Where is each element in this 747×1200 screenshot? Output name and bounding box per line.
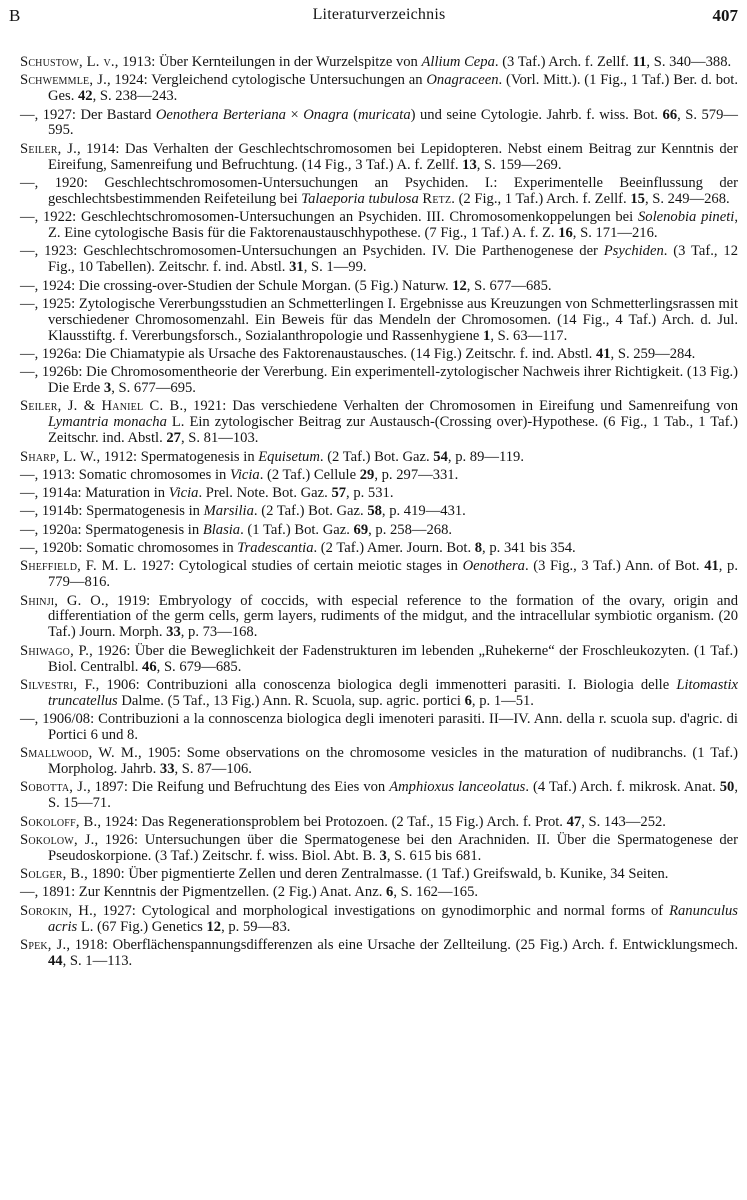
entry-text: , S. 15—71. — [48, 779, 738, 812]
entry-text: . (3 Taf., 12 Fig., 10 Tabellen). Zeitschr. f. ind. Abstl. — [48, 243, 738, 276]
entry-text: ) und seine Cytologie. Jahrb. f. wiss. Bot. — [410, 106, 663, 123]
entry-text: , 1897: Die Reifung und Befruchtung des Eies von — [87, 779, 390, 796]
entry-text: , p. 258—268. — [368, 521, 453, 538]
entry-text: —, 1925: Zytologische Vererbungsstudien an Schmetterlingen I. Ergebnisse aus Kreuzungen von Schmetterlingsrassen mit verschiedener Chromosomenzahl. Ein Beweis für das Mendeln der Chromosomen. (14 Fig., 4 Taf.) Arch. d. Jul. Klausstiftg. f. Vererbungsforsch., Sozialanthropologie und Rassenhygiene — [20, 295, 738, 344]
bibliography-entry — [20, 399, 738, 447]
entry-text: —, 1926a: Die Chiamatypie als Ursache des Faktorenaustausches. (14 Fig.) Zeitschr. f. ind. Abstl. — [20, 345, 596, 362]
entry-volume: 1 — [483, 327, 491, 344]
entry-text: , 1924: Vergleichend cytologische Untersuchungen an — [106, 72, 427, 89]
entry-text: , p. 297—331. — [374, 466, 459, 483]
entry-text: , 1905: Some observations on the chromosome vesicles in the maturation of nudibranchs. (1 Taf.) Morpholog. Jahrb. — [48, 745, 738, 778]
entry-author: Sokoloff, B. — [20, 813, 98, 830]
bibliography-entry — [20, 746, 738, 778]
entry-author: Retz — [422, 190, 452, 207]
entry-text: . (4 Taf.) Arch. f. mikrosk. Anat. — [525, 779, 720, 796]
entry-text: , S. 159—269. — [476, 156, 562, 173]
entry-text: 1927: Cytological studies of certain meiotic stages in — [136, 558, 463, 575]
entry-author: Sobotta, J. — [20, 779, 88, 796]
entry-text: . (1 Taf.) Bot. Gaz. — [240, 521, 354, 538]
entry-volume: 46 — [142, 658, 157, 675]
entry-text: , S. 615 bis 681. — [386, 847, 482, 864]
entry-text: L. Ein zytologischer Beitrag zur Austausch-(Crossing over)-Hypothese. (6 Fig., 1 Tab., 1 Taf.) Zeitschr. ind. Abstl. — [48, 414, 738, 447]
entry-text: . Prel. Note. Bot. Gaz. — [198, 485, 332, 502]
entry-volume: 57 — [331, 485, 347, 502]
entry-volume: 69 — [353, 521, 369, 538]
entry-text: L. (67 Fig.) Genetics — [77, 918, 207, 935]
entry-author: Sorokin, H. — [20, 902, 93, 919]
entry-author: Shiwago, P. — [20, 642, 90, 659]
entry-volume: 54 — [433, 448, 448, 465]
entry-text: , Z. Eine cytologische Basis für die Faktorenaustauschhypothese. (7 Fig., 1 Taf.) A. f. Z. — [48, 209, 738, 242]
entry-italic-text: Onagra — [303, 106, 349, 123]
entry-text: —, 1922: Geschlechtschromosomen-Untersuchungen an Psychiden. III. Chromosomenkoppelungen bei — [20, 209, 638, 226]
entry-text: , S. 238—243. — [92, 88, 178, 105]
entry-text: —, 1914b: Spermatogenesis in — [20, 503, 204, 520]
bibliography-entry — [20, 780, 738, 812]
entry-text: × — [285, 106, 304, 123]
entry-text: , S. 259—284. — [610, 345, 696, 362]
entry-text: , 1890: Über pigmentierte Zellen und deren Zentralmasse. (1 Taf.) Greifswald, b. Kunike, 34 Seiten. — [84, 866, 669, 883]
entry-text: , p. 59—83. — [221, 918, 291, 935]
entry-text: —, 1926b: Die Chromosomentheorie der Vererbung. Ein experimentell-zytologischer Nachweis ihrer Richtigkeit. (13 Fig.) Die Erde — [20, 364, 738, 397]
entry-volume: 29 — [359, 466, 375, 483]
entry-italic-text: Onagraceen — [426, 72, 499, 89]
entry-text: —, 1914a: Maturation in — [20, 485, 169, 502]
entry-text: , 1924: Das Regenerationsproblem bei Protozoen. (2 Taf., 15 Fig.) Arch. f. Prot. — [97, 813, 567, 830]
entry-text: ( — [348, 106, 358, 123]
bibliography-entry — [20, 108, 738, 140]
entry-text: . (2 Taf.) Bot. Gaz. — [253, 503, 368, 520]
entry-text: , S. 87—106. — [174, 761, 252, 778]
entry-text: —, 1906/08: Contribuzioni a la connoscenza biologica degli imenoteri parasiti. II—IV. Ann. della r. scuola sup. d'agric. di Portici 6 und 8. — [20, 711, 738, 743]
entry-volume: 16 — [558, 225, 573, 242]
entry-italic-text: Vicia — [229, 466, 260, 483]
bibliography-entry — [20, 712, 738, 744]
entry-text: —, 1920: Geschlechtschromosomen-Untersuchungen an Psychiden. I.: Experimentelle Beeinflussung der geschlechtsbestimmenden Reifeteilung bei — [20, 174, 738, 207]
entry-volume: 31 — [289, 259, 304, 276]
bibliography-entry — [20, 468, 738, 484]
entry-text: . (3 Taf.) Arch. f. Zellf. — [494, 54, 633, 70]
entry-text: , p. 341 bis 354. — [482, 540, 576, 557]
bibliography-entry — [20, 594, 738, 642]
entry-text: , 1918: Oberflächenspannungsdifferenzen als eine Ursache der Zellteilung. (25 Fig.) Arch. f. Entwicklungsmech. — [66, 936, 739, 953]
entry-author: Seiler, J. & Haniel C. B. — [20, 398, 184, 415]
entry-text: —, 1913: Somatic chromosomes in — [20, 466, 230, 483]
entry-volume: 27 — [166, 430, 181, 447]
entry-text: , 1919: Embryology of coccids, with especial reference to the formation of the ovary, origin and differentiation of the germ cells, germ layers, rudiments of the midgut, and the intracellular symbiotic organism. (20 Taf.) Journ. Morph. — [48, 592, 738, 641]
bibliography-entry — [20, 904, 738, 936]
entry-italic-text: Talaeporia tubulosa — [301, 190, 419, 207]
entry-text: , p. 89—119. — [447, 448, 524, 465]
entry-text: , S. 143—252. — [581, 813, 666, 830]
header-letter: B — [9, 6, 21, 25]
entry-text: , S. 677—695. — [111, 380, 196, 397]
entry-text: —, 1927: Der Bastard — [20, 106, 156, 123]
bibliography-entry — [20, 815, 738, 831]
entry-italic-text: Ranunculus acris — [48, 902, 738, 935]
entry-italic-text: Psychiden — [603, 243, 664, 260]
entry-text: , S. 81—103. — [180, 430, 259, 447]
entry-text: , 1926: Über die Beweglichkeit der Fadenstrukturen im lebenden „Ruhekerne“ der Froschleukozyten. (1 Taf.) Biol. Centralbl. — [48, 642, 738, 675]
page-header — [9, 6, 738, 28]
entry-author: Sharp, L. W. — [20, 448, 97, 465]
bibliography-entry — [20, 678, 738, 710]
entry-volume: 41 — [704, 558, 719, 575]
entry-italic-text: Equisetum — [258, 448, 320, 465]
entry-italic-text: Amphioxus lanceolatus — [389, 779, 526, 796]
bibliography-entry — [20, 297, 738, 345]
entry-italic-text: muricata — [357, 106, 411, 123]
entry-author: Shinji, G. O. — [20, 592, 105, 609]
bibliography-entry — [20, 541, 738, 557]
entry-volume: 12 — [452, 277, 467, 294]
entry-author: Sheffield, F. M. L. — [20, 558, 137, 575]
entry-volume: 12 — [206, 918, 222, 935]
entry-text: , p. 531. — [346, 485, 394, 502]
entry-text: , S. 63—117. — [490, 327, 568, 344]
entry-text: . (2 Taf.) Cellule — [259, 466, 360, 483]
entry-italic-text: Blasia — [202, 521, 241, 538]
entry-text: , S. 249—268. — [644, 190, 730, 207]
bibliography-entry — [20, 644, 738, 676]
bibliography-entry — [20, 55, 738, 71]
bibliography-entry — [20, 523, 738, 539]
entry-italic-text: Oenothera — [462, 558, 525, 575]
entry-text: , p. 779—816. — [48, 558, 738, 591]
bibliography-entry — [20, 833, 738, 865]
entry-text: , p. 419—431. — [381, 503, 466, 520]
entry-volume: 44 — [48, 952, 63, 969]
entry-text: , 1906: Contribuzioni alla conoscenza biologica degli immenotteri parasiti. I. Biologia delle — [95, 676, 677, 693]
bibliography-entry — [20, 885, 738, 901]
entry-italic-text: Vicia — [168, 485, 199, 502]
entry-author: Schustow, L. v. — [20, 54, 115, 70]
bibliography-entry — [20, 938, 738, 970]
entry-author: Schwemmle, J. — [20, 72, 107, 89]
entry-text: , 1914: Das Verhalten der Geschlechtschromosomen bei Lepidopteren. Nebst einem Beitrag zur Kenntnis der Eireifung, Samenreifung und Befruchtung. (14 Fig., 3 Taf.) A. f. Zellf. — [48, 140, 738, 173]
entry-text: , S. 579—595. — [48, 106, 738, 139]
bibliography-entry — [20, 142, 738, 174]
page-number: 407 — [712, 6, 738, 25]
entry-volume: 3 — [379, 847, 387, 864]
entry-text: . (2 Fig., 1 Taf.) Arch. f. Zellf. — [451, 190, 631, 207]
bibliography-entry — [20, 486, 738, 502]
entry-volume: 42 — [78, 88, 93, 105]
entry-volume: 50 — [719, 779, 735, 796]
entry-text: —, 1924: Die crossing-over-Studien der Schule Morgan. (5 Fig.) Naturw. — [20, 277, 453, 294]
entry-author: Smallwood, W. M. — [20, 745, 138, 762]
entry-author: Solger, B. — [20, 866, 85, 883]
entry-text: , S. 171—216. — [572, 225, 658, 242]
entry-text: , S. 677—685. — [466, 277, 552, 294]
entry-text: , p. 1—51. — [471, 692, 534, 709]
bibliography-entry — [20, 279, 738, 295]
entry-italic-text: Oenothera Berteriana — [155, 106, 286, 123]
bibliography-list — [20, 55, 738, 970]
bibliography-entry — [20, 365, 738, 397]
bibliography-entry — [20, 176, 738, 208]
entry-text: —, 1920b: Somatic chromosomes in — [20, 540, 238, 557]
entry-italic-text: Litomastix truncatellus — [48, 676, 738, 709]
entry-italic-text: Allium Cepa — [421, 54, 495, 70]
entry-volume: 8 — [474, 540, 483, 557]
entry-text: , 1921: Das verschiedene Verhalten der Chromosomen in Eireifung und Samenreifung von — [183, 398, 738, 415]
entry-volume: 3 — [103, 380, 112, 397]
entry-text: Dalme. (5 Taf., 13 Fig.) Ann. R. Scuola, sup. agric. portici — [117, 692, 465, 709]
entry-text: . (2 Taf.) Bot. Gaz. — [319, 448, 434, 465]
bibliography-entry — [20, 244, 738, 276]
entry-volume: 33 — [166, 624, 181, 641]
entry-text: , 1927: Cytological and morphological investigations on gynodimorphic and normal forms of — [93, 902, 670, 919]
entry-text: , S. 340—388. — [646, 54, 732, 70]
bibliography-entry — [20, 867, 738, 883]
entry-author: Spek, J. — [20, 936, 67, 953]
entry-text: , S. 1—113. — [62, 952, 133, 969]
entry-text: , S. 1—99. — [303, 259, 367, 276]
entry-volume: 15 — [630, 190, 645, 207]
entry-volume: 47 — [566, 813, 582, 830]
entry-italic-text: Marsilia — [203, 503, 254, 520]
entry-text: , 1912: Spermatogenesis in — [96, 448, 259, 465]
entry-italic-text: Tradescantia — [237, 540, 314, 557]
bibliography-entry — [20, 73, 738, 105]
entry-text: —, 1923: Geschlechtschromosomen-Untersuchungen an Psychiden. IV. Die Parthenogenese der — [20, 243, 604, 260]
entry-text: , p. 73—168. — [180, 624, 258, 641]
entry-author: Silvestri, F. — [20, 676, 96, 693]
bibliography-entry — [20, 450, 738, 466]
entry-text: , S. 162—165. — [393, 884, 479, 901]
entry-text: , 1926: Untersuchungen über die Spermatogenese bei den Arachniden. II. Über die Spermatogenese der Pseudoskorpione. (3 Taf.) Zeitschr. f. wiss. Biol. Abt. B. — [48, 831, 738, 864]
entry-volume: 6 — [464, 692, 472, 709]
entry-text: —, 1920a: Spermatogenesis in — [20, 521, 203, 538]
entry-author: Seiler, J. — [20, 140, 77, 157]
entry-italic-text: Lymantria monacha — [48, 414, 167, 431]
entry-volume: 33 — [159, 761, 175, 778]
entry-text: , 1913: Über Kernteilungen in der Wurzelspitze von — [114, 54, 422, 70]
entry-author: Sokolow, J. — [20, 831, 95, 848]
entry-text: . (Vorl. Mitt.). (1 Fig., 1 Taf.) Ber. d. bot. Ges. — [48, 72, 739, 105]
entry-text: , S. 679—685. — [156, 658, 242, 675]
entry-volume: 6 — [386, 884, 394, 901]
entry-text: —, 1891: Zur Kenntnis der Pigmentzellen. (2 Fig.) Anat. Anz. — [20, 884, 387, 901]
bibliography-entry — [20, 210, 738, 242]
entry-volume: 66 — [662, 106, 678, 123]
bibliography-entry — [20, 559, 738, 591]
running-title: Literaturverzeichnis — [312, 6, 446, 23]
bibliography-entry — [20, 347, 738, 363]
entry-text: . (2 Taf.) Amer. Journ. Bot. — [313, 540, 475, 557]
entry-volume: 41 — [595, 345, 611, 362]
entry-italic-text: Solenobia pineti — [637, 209, 735, 226]
entry-volume: 13 — [462, 156, 477, 173]
entry-text: . (3 Fig., 3 Taf.) Ann. of Bot. — [524, 558, 705, 575]
entry-volume: 11 — [632, 54, 647, 70]
bibliography-entry — [20, 504, 738, 520]
entry-volume: 58 — [367, 503, 382, 520]
